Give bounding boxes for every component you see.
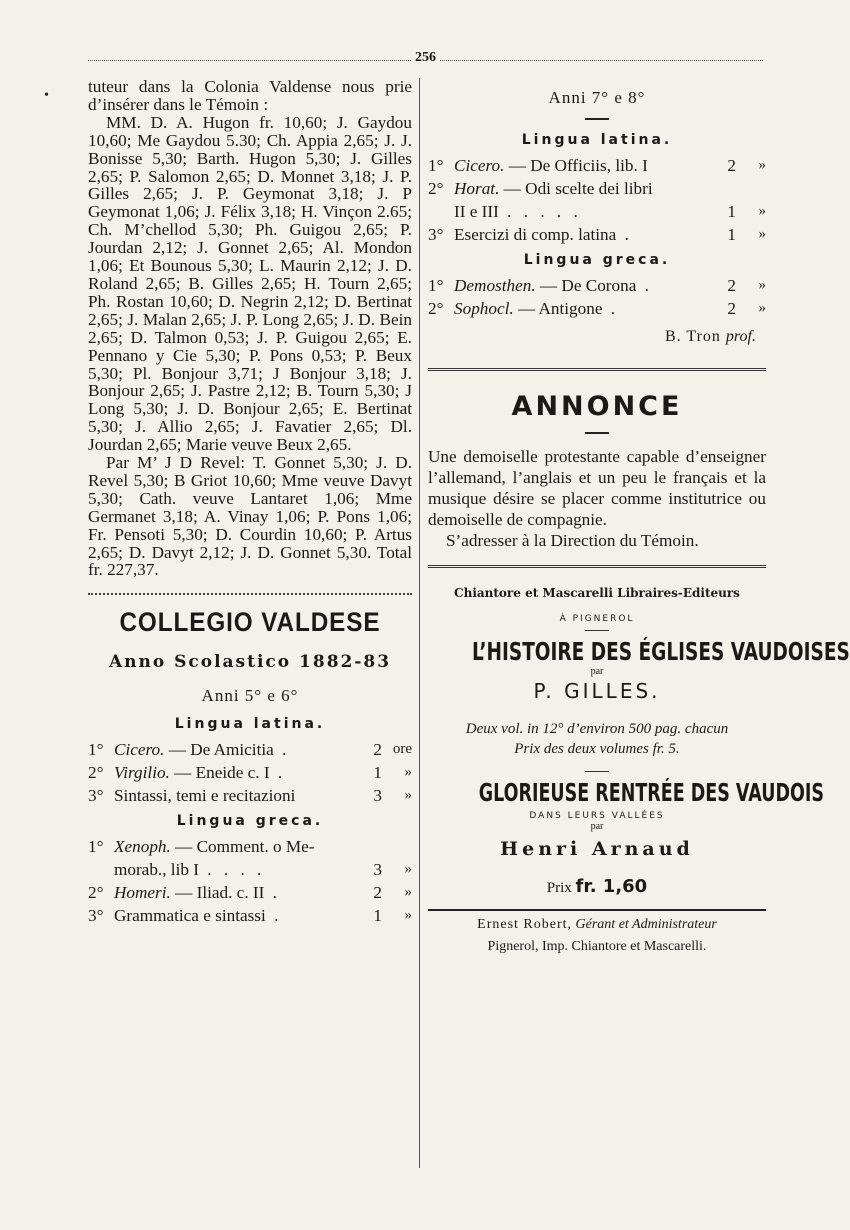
course-row bbox=[428, 274, 766, 297]
book-author-gilles: P. GILLES. bbox=[533, 679, 661, 703]
course-title: — Iliad. c. II bbox=[170, 883, 265, 903]
intro-paragraph: tuteur dans la Colonia Valdense nous prie d’insérer dans le Témoin : bbox=[88, 77, 412, 114]
course-text bbox=[114, 881, 360, 904]
book-title-rentree: GLORIEUSE RENTRÉE DES VAUDOIS bbox=[478, 778, 825, 807]
annonce-title: ANNONCE bbox=[511, 391, 683, 422]
course-text bbox=[114, 761, 360, 784]
column-divider bbox=[419, 78, 420, 1168]
section-divider bbox=[428, 368, 766, 371]
course-number: 1° bbox=[428, 156, 444, 175]
greek-heading: Lingua greca. bbox=[523, 252, 671, 268]
book-title-histoire: L’HISTOIRE DES ÉGLISES VAUDOISES bbox=[471, 637, 850, 666]
course-hours bbox=[714, 177, 736, 200]
right-column bbox=[428, 78, 850, 959]
section-divider bbox=[428, 565, 766, 568]
book-subtitle: DANS LEURS VALLÉES bbox=[529, 811, 665, 821]
school-year: Anno Scolastico 1882-83 bbox=[108, 652, 392, 673]
course-text bbox=[454, 200, 714, 223]
course-unit: » bbox=[404, 861, 412, 878]
course-author: Sophocl. bbox=[454, 299, 514, 318]
course-title: — Eneide c. I bbox=[169, 763, 270, 783]
short-rule bbox=[585, 432, 609, 434]
course-author: Cicero. bbox=[454, 156, 505, 175]
donor-list: MM. D. A. Hugon fr. 10,60; J. Gaydou 10,60; Me Gaydou 5.30; Ch. Appia 2,65; J. J. Bonisse 5,30; Barth. Hugon 5,30; J. Gilles 2,65; P. Salomon 2,65; D. Monnet 3,18; J. P. Gilles 2,65; J. P. Geymonat 3,18; J. P Geymonat 1,06; J. Félix 3,18; H. Vinçon 2.65; Ch. M’chellod 5,30; Ph. Guigou 2,65; P. Jourdan 2,12; J. Gonnet 2,65; Al. Mondon 1,06; Et Bounous 5,30; L. Maurin 2,12; J. D. Roland 2,65; B. Gilles 2,65; H. Tourn 2,65; Ph. Rostan 10,60; D. Negrin 2,12; D. Bertinat 2,65; J. Malan 2,65; J. P. Long 2,65; J. D. Bein 2,65; D. Talmon 0,53; J. P. Guigou 2,65; E. Pennano y Cie 5,30; P. Pons 0,53; P. Beux 5,30; Pl. Bonjour 3,71; J Bonjour 3,18; J. Bonjour 2,65; J. Pastre 2,12; B. Tourn 5,30; J Long 5,30; J. D. Bonjour 2,65; E. Bertinat 5,30; J. Allio 2,65; J. Favatier 2,65; Dl. Jourdan 2,65; Marie veuve Beux 2,65. bbox=[88, 112, 412, 455]
course-text bbox=[114, 904, 360, 927]
book-volumes-line: Deux vol. in 12° d’environ 500 pag. chacun bbox=[465, 721, 729, 737]
annonce-address: S’adresser à la Direction du Témoin. bbox=[446, 531, 699, 550]
course-text bbox=[454, 223, 714, 246]
annonce-body: Une demoiselle protestante capable d’enseigner l’allemand, l’anglais et un peu le français et la musique désire se placer comme institutrice ou demoiselle de compagnie. bbox=[428, 447, 766, 529]
course-unit: » bbox=[404, 907, 412, 924]
course-author: Xenoph. bbox=[114, 837, 171, 857]
course-number: 2° bbox=[88, 763, 104, 783]
latin-course-list bbox=[428, 154, 766, 246]
publishers: Chiantore et Mascarelli Libraires-Editeurs bbox=[454, 586, 740, 600]
course-title: — De Corona bbox=[535, 276, 637, 295]
greek-course-list bbox=[88, 835, 412, 927]
footer-rule bbox=[428, 909, 766, 911]
greek-heading: Lingua greca. bbox=[176, 813, 324, 830]
imprint: Pignerol, Imp. Chiantore et Mascarelli. bbox=[487, 939, 707, 954]
course-unit: » bbox=[758, 157, 766, 173]
donor-list-revel: Par M’ J D Revel: T. Gonnet 5,30; J. D. Revel 5,30; B Griot 10,60; Mme veuve Davyt 5,30; Cath. veuve Lantaret 1,06; Mme Germanet 3,18; A. Vinay 1,06; P. Pons 1,06; Fr. Pensoti 5,30; D. Courdin 10,60; P. Artus 2,65; D. Davyt 2,12; J. D. Gonnet 5,30. Total fr. 227,37. bbox=[88, 453, 412, 580]
course-text bbox=[114, 738, 360, 761]
book-par: par bbox=[590, 666, 604, 677]
leader-dots: . bbox=[636, 276, 653, 295]
course-number: 2° bbox=[428, 179, 444, 198]
course-title: Esercizi di comp. latina bbox=[454, 225, 617, 244]
section-divider bbox=[88, 593, 412, 595]
course-title: morab., lib I bbox=[114, 860, 199, 880]
manager-name: Ernest Robert, bbox=[477, 917, 573, 932]
course-unit: » bbox=[758, 300, 766, 316]
course-text bbox=[114, 784, 360, 807]
course-unit: » bbox=[404, 764, 412, 781]
course-title: II e III bbox=[454, 202, 499, 221]
manager-role: Gérant et Administrateur bbox=[575, 917, 717, 932]
left-column bbox=[88, 78, 412, 927]
course-text bbox=[114, 835, 360, 858]
collegio-title: COLLEGIO VALDESE bbox=[119, 607, 381, 638]
short-rule bbox=[585, 630, 609, 631]
signature-title: prof. bbox=[725, 328, 756, 345]
course-row bbox=[88, 858, 412, 881]
margin-dot: • bbox=[44, 88, 49, 103]
course-hours: 1 bbox=[373, 763, 382, 783]
course-title: — Odi scelte dei libri bbox=[499, 179, 653, 198]
course-number: 3° bbox=[88, 906, 104, 926]
course-number: 1° bbox=[88, 837, 104, 857]
price-label: Prix bbox=[546, 880, 572, 896]
book-par: par bbox=[590, 821, 604, 832]
book-price-line: Prix des deux volumes fr. 5. bbox=[514, 741, 680, 757]
course-hours: 1 bbox=[373, 906, 382, 926]
course-hours bbox=[360, 835, 382, 858]
book-price bbox=[428, 876, 766, 897]
course-row bbox=[428, 297, 766, 320]
leader-dots: . bbox=[602, 299, 620, 318]
manager-line bbox=[428, 915, 766, 935]
course-row bbox=[88, 738, 412, 761]
page-header bbox=[88, 50, 763, 72]
course-title: Grammatica e sintassi bbox=[114, 906, 266, 926]
course-hours: 1 bbox=[727, 225, 736, 244]
short-rule bbox=[585, 118, 609, 120]
course-row bbox=[428, 177, 766, 200]
course-unit: » bbox=[758, 203, 766, 219]
course-unit: » bbox=[758, 277, 766, 293]
leader-dots: . bbox=[616, 225, 633, 244]
course-author: Horat. bbox=[454, 179, 500, 198]
course-row bbox=[88, 784, 412, 807]
price-value: fr. 1,60 bbox=[575, 876, 648, 897]
book-author-arnaud: Henri Arnaud bbox=[500, 838, 694, 860]
leader-dots: . bbox=[265, 906, 283, 926]
leader-dots: . bbox=[273, 740, 291, 760]
course-hours: 1 bbox=[727, 202, 736, 221]
course-unit: ore bbox=[392, 741, 412, 758]
course-number: 1° bbox=[428, 276, 444, 295]
years-heading: Anni 5° e 6° bbox=[201, 686, 299, 706]
course-unit bbox=[736, 177, 766, 200]
signature bbox=[428, 328, 756, 346]
course-row bbox=[428, 200, 766, 223]
course-hours: 2 bbox=[373, 740, 382, 760]
course-row bbox=[88, 761, 412, 784]
course-title: Sintassi, temi e recitazioni bbox=[114, 786, 296, 806]
course-row bbox=[88, 881, 412, 904]
course-title: — Antigone bbox=[513, 299, 603, 318]
course-title: — De Officiis, lib. I bbox=[504, 156, 648, 175]
course-author: Cicero. bbox=[114, 740, 165, 760]
greek-course-list bbox=[428, 274, 766, 320]
course-text bbox=[454, 154, 714, 177]
course-unit: » bbox=[404, 787, 412, 804]
course-number: 1° bbox=[88, 740, 104, 760]
course-text bbox=[114, 858, 360, 881]
leader-dots: . bbox=[264, 883, 281, 903]
years-heading: Anni 7° e 8° bbox=[548, 88, 646, 107]
course-author: Demosthen. bbox=[454, 276, 536, 295]
leader-dots: . . . . . bbox=[498, 202, 582, 221]
course-unit: » bbox=[758, 226, 766, 242]
course-text bbox=[454, 177, 714, 200]
course-number: 2° bbox=[428, 299, 444, 318]
course-unit bbox=[382, 835, 412, 858]
course-number: 2° bbox=[88, 883, 104, 903]
latin-course-list bbox=[88, 738, 412, 807]
course-row bbox=[88, 904, 412, 927]
book-volumes bbox=[428, 719, 766, 759]
course-text bbox=[454, 274, 714, 297]
short-rule bbox=[585, 771, 609, 772]
course-hours: 2 bbox=[373, 883, 382, 903]
latin-heading: Lingua latina. bbox=[174, 716, 326, 733]
course-hours: 2 bbox=[727, 156, 736, 175]
course-number: 3° bbox=[428, 225, 444, 244]
course-text bbox=[454, 297, 714, 320]
course-hours: 3 bbox=[373, 786, 382, 806]
course-title: — Comment. o Me- bbox=[170, 837, 315, 857]
page-number: 256 bbox=[411, 50, 440, 65]
publisher-place: À PIGNEROL bbox=[559, 614, 635, 624]
course-hours: 3 bbox=[373, 860, 382, 880]
course-author: Virgilio. bbox=[114, 763, 170, 783]
course-unit: » bbox=[404, 884, 412, 901]
signature-name: B. Tron bbox=[665, 328, 721, 345]
leader-dots: . . . . bbox=[198, 860, 266, 880]
latin-heading: Lingua latina. bbox=[521, 132, 673, 148]
course-author: Homeri. bbox=[114, 883, 171, 903]
course-row bbox=[88, 835, 412, 858]
course-row bbox=[428, 223, 766, 246]
leader-dots: . bbox=[269, 763, 287, 783]
course-hours: 2 bbox=[727, 299, 736, 318]
course-number: 3° bbox=[88, 786, 104, 806]
course-title: — De Amicitia bbox=[164, 740, 274, 760]
course-row bbox=[428, 154, 766, 177]
course-hours: 2 bbox=[727, 276, 736, 295]
